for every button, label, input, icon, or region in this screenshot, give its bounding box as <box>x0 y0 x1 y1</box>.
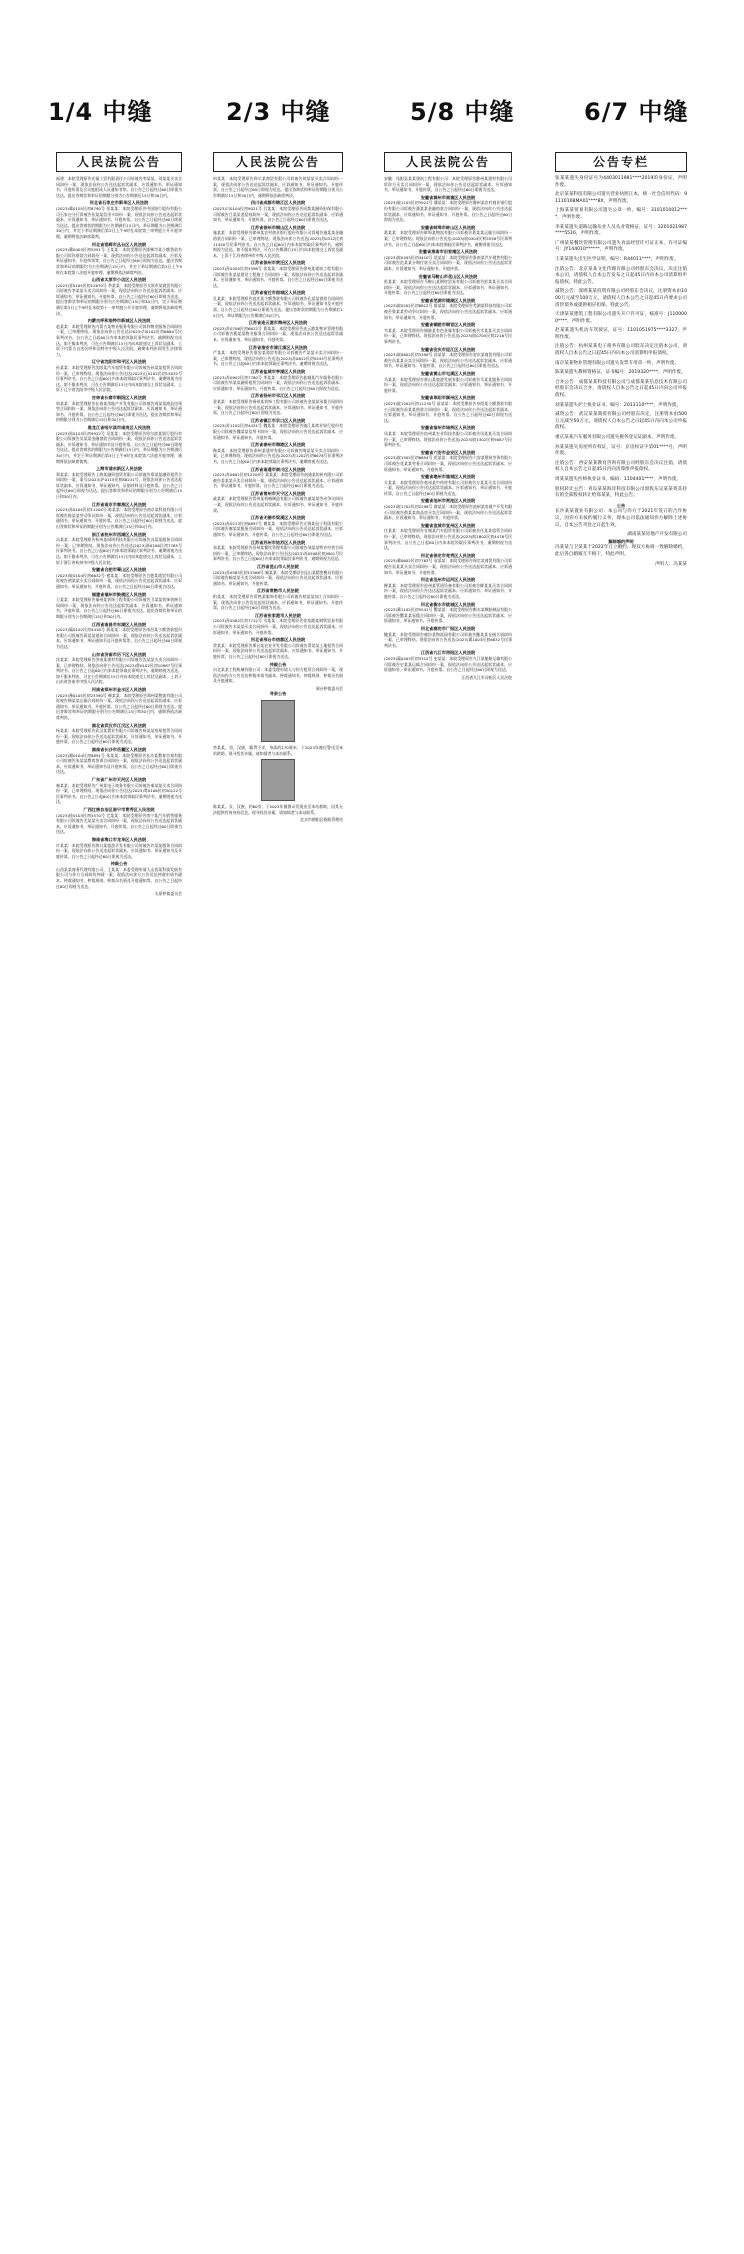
court-heading: 安徽省淮南市田家庵区人民法院 <box>418 249 478 255</box>
court-heading: 安徽省蚌埠市蚌山区人民法院 <box>420 224 476 230</box>
court-heading: 安徽省滁州市南谯区人民法院 <box>420 194 476 200</box>
court-heading: 河北省邯郸市丛台区人民法院 <box>91 241 147 247</box>
notice-item: 冯某某与卫某某于2022年订立婚约，现双方协商一致解除婚约，此后各自婚嫁互不相干，特此声明。 <box>555 545 687 557</box>
notice-text: (2023)苏0104民初11204号 陈某某：本院受理原告南京某科技有限公司诉被告陈某某劳动争议纠纷一案，现依法向你公告送达起诉状副本、应诉通知书、举证通知书、开庭传票。自公告之日起经过60日即视为送达。提出答辩状和举证的期限分别为公告期满后15日和30日内。 <box>56 507 182 530</box>
court-heading: 广东省广州市天河区人民法院 <box>91 776 147 782</box>
notice-text: (2023)冀0105民初8790号 张某某：本院受理原告中国银行股份有限公司石家庄分行诉被告张某某信用卡纠纷一案，现依法向你公告送达起诉状副本、应诉通知书、举证通知书、开庭传票。自公告之日起经过60日即视为送达。提出答辩状的期限为公告期满后15日内，举证期限为公告期满后30日内，并定于举证期满后第3日上午9时在本院第三审判庭公开开庭审理，逾期将依法缺席裁判。 <box>56 205 182 239</box>
court-heading: 安徽省池州市贵池区人民法院 <box>420 498 476 504</box>
notice-item: 北京某某科技有限公司遗失营业执照正本，统一社会信用代码：91110108MA01****8X，声明作废。 <box>555 192 687 204</box>
column-body <box>56 176 182 897</box>
notice-item: 注销公告：西安某某教育咨询有限公司经股东会决议注销，请债权人自本公告之日起45日内向清算组申报债权。 <box>555 460 687 473</box>
column-court-notices-3 <box>384 152 512 2248</box>
notice-text: 马某某：本院受理原告黄山某旅游发展有限公司诉被告马某某服务合同纠纷一案，现依法向你公告送达起诉状副本、应诉通知书、举证通知书、开庭传票。 <box>384 376 512 393</box>
column-court-notices-2 <box>213 152 343 2248</box>
notice-text: (2023)苏0706民初6612号 曹某某：本院受理原告连云港某物业管理有限公司诉被告曹某某物业服务合同纠纷一案，现依法向你公告送达起诉状副本、应诉通知书、举证通知书、开庭传票。 <box>213 325 343 343</box>
notice-item: 周某某遗失医师执业证书，编码：1104401****，声明作废。 <box>555 476 682 482</box>
notice-text: (2023)豫0105民初23390号 韩某某：本院受理原告郑州某物流有限公司诉被告韩某某运输合同纠纷一案，现依法向你公告送达起诉状副本、应诉通知书、举证通知书、开庭传票。自公告之日起经过60日即视为送达。提出答辩状和举证的期限分别为公告期满后15日和30日内，逾期将依法缺席判决。 <box>56 692 182 721</box>
column-title: 人民法院公告 <box>384 152 512 172</box>
notice-text: (2023)苏0305民初3398号 张某某：本院受理原告徐州某建筑工程有限公司诉被告张某某建设工程施工合同纠纷一案，现依法向你公告送达起诉状副本、应诉通知书、举证通知书、开庭传票。自公告之日起经过60日即视为送达。 <box>213 265 343 288</box>
notice-text: (2023)皖0403民初4410号 范某某：本院受理原告淮南某汽车销售有限公司诉被告范某某分期付款买卖合同纠纷一案，现依法向你公告送达起诉状副本、应诉通知书、举证通知书、开庭传票。 <box>384 254 512 271</box>
column-label-1: 1/4 中缝 <box>48 98 153 126</box>
page-header <box>0 92 744 132</box>
notice-item: 刘某某遗失护士执业证书，编号：2013110****，声明作废。 <box>555 402 682 408</box>
missing-person-heading: 寻亲公告 <box>269 691 287 697</box>
court-heading: 山西省太原市小店区人民法院 <box>91 277 147 283</box>
court-heading: 安徽省黄山市屯溪区人民法院 <box>420 371 476 376</box>
court-heading: 江苏省南京市秦淮区人民法院 <box>91 501 147 507</box>
notice-text: 鲍某某：本院受理原告廊坊某物流园有限公司诉被告鲍某某仓储合同纠纷一案，已审理终结。现依法向你公告送达(2023)冀1003民初6632号民事判决书。 <box>384 631 512 648</box>
court-heading: 江苏省连云港市海州区人民法院 <box>248 320 308 326</box>
signature: 北京市朝阳区救助管理站 <box>300 817 343 823</box>
court-heading: 内蒙古呼和浩特市新城区人民法院 <box>87 318 151 324</box>
court-heading: 江苏省苏州市姑苏区人民法院 <box>250 539 306 545</box>
column-label-4: 6/7 中缝 <box>584 98 689 126</box>
notice-text: 严某某：本院受理原告淮安某商贸有限公司诉被告严某某买卖合同纠纷一案，已审理终结。现依法向你公告送达(2023)苏0812民初5543号民事判决书。自公告之日起60日内来本院领取民事判决书，逾期则视为送达。 <box>213 350 343 367</box>
notice-text: (2023)皖1502民初6654号 花某某：本院受理原告六安某建筑劳务有限公司诉被告花某某劳务合同纠纷一案，现依法向你公告送达起诉状副本、应诉通知书、举证通知书、开庭传票。 <box>384 455 512 472</box>
court-heading: 安徽省安庆市迎江区人民法院 <box>420 346 476 352</box>
notice-item: 赵某某遗失机动车驾驶证，证号：1101051975****3327，声明作废。 <box>555 328 687 340</box>
notice-text: (2023)苏0902民初7780号 华某某：本院受理原告盐城某汽车服务有限公司诉被告华某某融资租赁合同纠纷一案，现依法向你公告送达起诉状副本、应诉通知书、举证通知书、开庭传票。自公告之日起经过60日即视为送达。 <box>213 374 343 391</box>
notice-text: 戚某某：本院受理原告常州某机械制造有限公司诉被告戚某某劳动争议纠纷一案，现依法向你公告送达起诉状副本、应诉通知书、举证通知书、开庭传票。 <box>213 496 343 513</box>
court-heading: 江苏省扬州市邗江区人民法院 <box>250 393 306 399</box>
notice-text: 郑某某：本院受理原告上海某融资租赁有限公司诉被告郑某某融资租赁合同纠纷一案，案号(2023)沪0115民初88231号，现依法向你公告送达起诉状副本、应诉通知书、举证通知书、证据材料及开庭传票。自公告之日起经过60日即视为送达。提出答辩状和举证的期限分别为公告期满后15日和30日内。 <box>56 471 182 500</box>
arbitration-heading: 仲裁公告 <box>110 861 128 867</box>
notice-item: 长沙某某置业有限公司：本公司与你方于2021年签订的合作协议，因你方未按约履行义务，现本公司依法通知你方解除上述协议，自本公告刊登之日起生效。 <box>555 509 687 528</box>
notice-text: 冯某某：本院受理原告杭州某网络科技有限公司诉被告冯某某服务合同纠纷一案，已审理终结。现依法向你公告送达(2023)浙0106民初7765号民事判决书。自公告之日起60日内来本院领取民事判决书，逾期则视为送达。如不服本判决，可在公告期满后15日内向本院递交上诉状及副本，上诉于浙江省杭州市中级人民法院。 <box>56 537 182 565</box>
court-heading: 河北省邢台市信都区人民法院 <box>250 637 306 643</box>
notice-item: 合并公告：成都某某科技有限公司与成都某某信息技术有限公司经股东会决议合并，请债权人自本公告之日起45日内向公司申报债权。 <box>555 379 687 399</box>
notice-text: (2023)赣0403民初3315号 史某某：本院受理原告九江某船舶运输有限公司诉被告史某某运输合同纠纷一案，现依法向你公告送达起诉状副本、应诉通知书、举证通知书、开庭传票。自公告之日起经过60日即视为送达。 <box>384 655 512 673</box>
notice-text: (2023)皖1103民初3921号 潘某某：本院受理原告滁州某农村商业银行股份有限公司诉被告潘某某金融借款合同纠纷一案，现依法向你公告送达起诉状副本、应诉通知书、举证通知书、开庭传票。自公告之日起经过60日即视为送达。 <box>384 200 512 223</box>
court-heading: 安徽省阜阳市颍州区人民法院 <box>420 395 476 401</box>
court-heading: 安徽省六安市金安区人民法院 <box>420 449 476 455</box>
notice-text: (2023)苏0213民初8897号 谢某某：本院受理原告无锡某电子科技有限公司诉被告谢某某服务合同纠纷一案，现依法向你公告送达起诉状副本、应诉通知书、举证通知书、开庭传票。自公告之日起经过60日即视为送达。 <box>213 520 343 538</box>
court-heading: 安徽省亳州市谯城区人民法院 <box>420 474 476 480</box>
notice-text: 柳某某：本院受理原告沧州某管道设备有限公司诉被告柳某某买卖合同纠纷一案，现依法向你公告送达起诉状副本、应诉通知书、举证通知书、开庭传票。自公告之日起经过60日即视为送达。 <box>384 582 512 599</box>
notice-item: 李某某遗失道路运输从业人员从业资格证，证号：3201021987****5516，声明作废。 <box>555 224 687 237</box>
missing-person-photo-2 <box>261 759 295 801</box>
notice-text: (2023)湘0104民初8891号 朱某某：本院受理原告长沙某教育咨询有限公司诉被告朱某某教育培训合同纠纷一案，现依法向你公告送达起诉状副本、应诉通知书、举证通知书及开庭传票。自公告之日起经过60日即视为送达。 <box>56 752 182 775</box>
notice-text: (2023)皖0104民初6632号 褚某某：本院受理原告合肥某商贸有限公司诉被告褚某某买卖合同纠纷一案，现依法向你公告送达起诉状副本、应诉通知书、举证通知书、开庭传票。自公告之日起经过60日即视为送达。 <box>56 572 182 589</box>
court-heading: 江西省南昌市东湖区人民法院 <box>91 621 147 627</box>
column-title: 人民法院公告 <box>56 152 182 172</box>
court-heading: 江苏省常熟市人民法院 <box>257 588 299 594</box>
notice-item: 陈某某遗失教师资格证，证书编号：2019320****，声明作废。 <box>555 370 686 376</box>
arbitration-heading: 仲裁公告 <box>269 661 287 667</box>
notice-item: 股权转让公告：青岛某某海洋科技有限公司原股东吴某某将其持有的全部股权转让给郑某某，特此公告。 <box>555 486 687 499</box>
court-heading: 河北省沧州市运河区人民法院 <box>420 577 476 583</box>
notice-text: 彭某某：本院受理原告马鞍山某钢材贸易有限公司诉被告彭某某买卖合同纠纷一案，现依法向你公告送达起诉状副本、应诉通知书、举证通知书、开庭传票。自公告之日起经过60日即视为送达。 <box>384 279 512 296</box>
court-heading: 广西壮族自治区南宁市青秀区人民法院 <box>83 806 155 812</box>
notice-text: (2023)川0104民初9021号 吕某某：本院受理原告成都某融资担保有限公司诉被告吕某某追偿权纠纷一案，现依法向你公告送达起诉状副本、应诉通知书、举证通知书、开庭传票。自公告之日起经过60日即视为送达。 <box>213 205 343 223</box>
notice-text: 柏某某：本院受理原告常熟某服饰有限公司诉被告柏某某加工合同纠纷一案，现依法向你公告送达起诉状副本、应诉通知书、举证通知书、开庭传票。自公告之日起经过60日即视为送达。 <box>213 593 343 611</box>
court-heading: 浙江省杭州市西湖区人民法院 <box>91 531 147 537</box>
notice-text: 许某某：本院受理原告海口某旅游开发有限公司诉被告许某某服务合同纠纷一案，现依法向你公告送达起诉状副本、应诉通知书、举证通知书及开庭传票。自公告之日起经过60日即视为送达。 <box>56 842 182 859</box>
court-heading: 江苏省张家港市人民法院 <box>254 612 302 618</box>
court-heading: 河北省保定市竞秀区人民法院 <box>420 552 476 558</box>
court-heading: 辽宁省沈阳市和平区人民法院 <box>91 359 147 365</box>
court-heading: 河北省衡水市桃城区人民法院 <box>420 601 476 607</box>
court-heading: 黑龙江省哈尔滨市南岗区人民法院 <box>87 424 151 430</box>
court-heading: 江苏省镇江市京口区人民法院 <box>250 417 306 423</box>
notice-text: 方某某：本院受理原告亳州某中药材有限公司诉被告方某某买卖合同纠纷一案，现依法向你公告送达起诉状副本、应诉通知书、举证通知书、开庭传票。自公告之日起经过60日即视为送达。 <box>384 479 512 496</box>
notice-text: (2023)苏0583民初15566号 喻某某：本院受理原告昆山某精密模具有限公司诉被告喻某某买卖合同纠纷一案，现依法向你公告送达起诉状副本、应诉通知书、举证通知书、开庭传票。 <box>213 569 343 586</box>
notice-text: 沈某某：本院受理原告济南某建材有限公司诉被告沈某某买卖合同纠纷一案，已审理终结。现依法向你公告送达(2023)鲁0102民初10987号民事判决书。自公告之日起60日内来本院领取民事判决书，逾期则视为送达。如不服本判决，可在公告期满后15日内向本院递交上诉状及副本，上诉于山东省济南市中级人民法院。 <box>56 657 182 685</box>
court-heading: 海南省海口市龙华区人民法院 <box>91 836 147 842</box>
notice-text: 韦某某：本院受理原告铜陵某有色金属有限公司诉被告韦某某买卖合同纠纷一案，已审理终结。现依法向你公告送达(2023)皖0705民初2216号民事判决书。 <box>384 327 512 345</box>
court-heading: 湖南省长沙市岳麓区人民法院 <box>91 747 147 752</box>
notice-item: 张某某遗失身份证号为4403011981****2019的身份证，声明作废。 <box>555 176 687 188</box>
notice-text: (2023)苏0602民初12209号 姜某某：本院受理原告南通某纺织有限公司诉被告姜某某买卖合同纠纷一案，现依法向你公告送达起诉状副本、应诉通知书、举证通知书、开庭传票。自公告之日起经过60日即视为送达。 <box>213 472 343 489</box>
column-body <box>555 176 687 568</box>
court-heading: 湖北省武汉市江汉区人民法院 <box>91 722 147 728</box>
court-heading: 江苏省昆山市人民法院 <box>257 564 299 569</box>
court-heading: 安徽省铜陵市铜官区人民法院 <box>420 322 476 328</box>
court-heading: 江苏省徐州市贾汪区人民法院 <box>250 260 306 266</box>
notice-item: 上海某某贸易有限公司遗失公章一枚，编号：3101010012****，声明作废。 <box>555 208 687 220</box>
notice-text: 福建：本院受理原告宏福工贸有限责任公司诉被告李某某、刘某某买卖合同纠纷一案，现依法向你公告送达起诉状副本、应诉通知书、举证通知书、开庭传票及合议庭组成人员通知书等。自公告之日起经过60日即视为送达。提出答辩状和举证的期限分别为公告期满后15日和30日内。 <box>56 176 182 198</box>
court-heading: 河北省廊坊市广阳区人民法院 <box>420 625 476 631</box>
notice-text: 何某某：本院受理原告四川某商贸有限公司诉被告何某某买卖合同纠纷一案，现依法向你公告送达起诉状副本、应诉通知书、举证通知书、开庭传票。自公告之日起经过60日即视为送达。提出答辩状和举证的期限分别为公告期满后15日和30日内，逾期将依法缺席判决。 <box>213 176 343 198</box>
column-court-notices-1 <box>56 152 182 2248</box>
court-heading: 江苏省泰州市海陵区人民法院 <box>250 442 306 448</box>
notice-text: 杨某某：本院受理原告武汉某置业有限公司诉被告杨某某房屋租赁合同纠纷一案，现依法向你公告送达起诉状副本、应诉通知书、举证通知书、开庭传票。自公告之日起经过60日即视为送达。 <box>56 728 182 745</box>
notice-text: 任某某：本院受理原告宣城某汽车租赁有限公司诉被告任某某租赁合同纠纷一案，已审理终结。现依法向你公告送达(2023)皖1802民初4476号民事判决书。自公告之日起60日内来本院领取民事判决书，逾期则视为送达。 <box>384 528 512 551</box>
notice-text: (2023)赣0102民初4418号 蒋某某：本院受理原告南昌某小额贷款股份有限公司诉被告蒋某某借款合同纠纷一案，现依法向你公告送达起诉状副本、应诉通知书、举证通知书及开庭传票等。自公告之日起经过60日即视为送达。 <box>56 627 182 649</box>
court-heading: 江苏省宿迁市宿城区人民法院 <box>250 290 306 296</box>
court-heading: 河南省郑州市金水区人民法院 <box>91 687 147 693</box>
notice-text: 窦某某：本院受理原告邢台某农业开发有限公司诉被告窦某某土地租赁合同纠纷一案，现依法向你公告送达起诉状副本、应诉通知书、举证通知书、开庭传票。自公告之日起经过60日即视为送达。 <box>213 642 343 659</box>
signature: 湖南某某房地产开发有限公司 <box>627 532 687 538</box>
notice-item: 王某某遗失出生医学证明，编号：R44011****，声明作废。 <box>555 256 679 262</box>
notice-text: 周某某：本院受理原告长春某房地产开发有限公司诉被告周某某商品房预售合同纠纷一案，现依法向你公告送达起诉状副本、应诉通知书、举证通知书、开庭传票。自公告之日起经过60日即视为送达。提出答辩状和举证的期限分别为公告期满后15日和30日内。 <box>56 400 182 423</box>
court-heading: 江苏省淮安市清江浦区人民法院 <box>248 344 308 350</box>
signature: 邢台仲裁委员会 <box>315 685 343 691</box>
court-heading: 安徽省马鞍山市花山区人民法院 <box>418 273 478 279</box>
court-heading: 安徽省芜湖市镜湖区人民法院 <box>420 297 476 303</box>
court-heading: 山东省济南市历下区人民法院 <box>91 651 147 657</box>
notice-text: (2023)桂0103民初5570号 尤某某：本院受理原告南宁某汽车销售服务有限公司诉被告尤某某买卖合同纠纷一案，现依法向你公告送达起诉状副本、应诉通知书、举证通知书、开庭传票。自公告之日起经过60日即视为送达。 <box>56 812 182 835</box>
notice-text: (2023)黑0103民初9922号 吴某某：本院受理原告哈尔滨某银行股份有限公司诉被告吴某某金融借款合同纠纷一案，现依法向你公告送达起诉状副本、应诉通知书、举证通知书及开庭传票。自公告之日起经过60日即视为送达。提出答辩状的期限为公告期满后15日内，举证期限为公告期满后30日内，并定于举证期满后第3日上午9时在本院第六法庭开庭审理，逾期将依法缺席裁判。 <box>56 430 182 464</box>
notice-text: (2023)晋0105民初12670号 李某某：本院受理原告太原市某商贸有限公司诉被告李某某买卖合同纠纷一案，现依法向你公告送达起诉状副本、应诉通知书、举证通知书、开庭传票。自公告之日起经过60日即视为送达。提出答辩状和举证的期限分别为公告期满后15日和30日内，定于举证期满后第3日上午9时在本院第十一审判庭公开开庭审理，逾期将依法缺席判决。 <box>56 282 182 316</box>
notice-item: 注销公告：北京某某文化传媒有限公司经股东会决议，决定注销本公司，请债权人自本公告发布之日起45日内向本公司清算组申报债权。特此公告。 <box>555 266 687 285</box>
notice-item: 天津某某建筑工程有限公司遗失开户许可证，核准号：J1100000****，声明作废。 <box>555 312 687 324</box>
notice-text: 施某某：本院受理原告徐州某农村商业银行股份有限公司诉被告施某某金融借款合同纠纷一案，已审理终结。现依法向你公告送达(2023)苏0312民初11450号民事判决书。自公告之日起60日内来本院领取民事判决书，逾期则视为送达。如不服本判决，可在公告期满后15日内向本院递交上诉状及副本，上诉于江苏省徐州市中级人民法院。 <box>213 230 343 258</box>
notice-text: 赵某某：本院受理原告内蒙古某物业服务有限公司诉你物业服务合同纠纷一案，已审理终结。现依法向你公告送达(2023)内0102民初6684号民事判决书。自公告之日起60日内来本院领取民事判决书，逾期则视为送达。如不服本判决，可在公告期满后15日内向本院递交上诉状及副本，上诉于内蒙古自治区呼和浩特市中级人民法院。逾期本判决即发生法律效力。 <box>56 323 182 357</box>
column-public-notices <box>555 152 687 2248</box>
column-label-2: 2/3 中缝 <box>226 98 331 126</box>
signature: 声明人：冯某某 <box>654 561 687 567</box>
notice-item: 减资公告：武汉某某商贸有限公司经股东决定，注册资本由500万元减至50万元，请债权人自本公告之日起45日内向本公司申报债权。 <box>555 412 687 431</box>
signature: 江西省九江市浔阳区人民法院 <box>461 674 512 680</box>
court-heading: 河北省石家庄市新华区人民法院 <box>89 200 149 206</box>
notice-heading: 解除婚约声明 <box>608 538 634 544</box>
notice-text: 卫某某：本院受理原告福州某装饰工程有限公司诉被告卫某某装饰装修合同纠纷一案，现依法向你公告送达起诉状副本、应诉通知书、举证通知书、开庭传票。自公告之日起经过60日即视为送达。提出答辩状和举证的期限分别为公告期满后15日和30日内。 <box>56 597 182 619</box>
notice-text: 孔某某：本院受理原告宿迁某小额贷款有限公司诉被告孔某某借款合同纠纷一案，现依法向你公告送达起诉状副本、应诉通知书、举证通知书及开庭传票。自公告之日起经过60日即视为送达。提出答辩状的期限为公告期满后15日内，举证期限为公告期满后30日内。 <box>213 295 343 318</box>
notice-text: 山西某某商务代理有限公司、王某某：本委受理申请人山西某科技发展有限公司与你方合同纠纷仲裁一案，现依法向你方公告送达仲裁申请书副本、仲裁通知书、仲裁规则、仲裁员名册及开庭通知等。自公告之日起经过60日即视为送达。 <box>56 866 182 889</box>
court-heading: 上海市浦东新区人民法院 <box>95 466 143 472</box>
notice-text: (2023)苏0582民初7712号 水某某：本院受理原告张家港某钢铁贸易有限公司诉被告水某某买卖合同纠纷一案，现依法向你公告送达起诉状副本、应诉通知书、举证通知书、开庭传票。 <box>213 618 343 635</box>
notice-text: (2023)皖1702民初2298号 俞某某：本院受理原告池州某房地产开发有限公司诉被告俞某某商品房买卖合同纠纷一案，现依法向你公告送达起诉状副本、应诉通知书、举证通知书、开庭传票。 <box>384 504 512 521</box>
notice-text: 邹某某：本院受理原告苏州某餐饮管理有限公司诉被告邹某某特许经营合同纠纷一案，已审理终结。现依法向你公告送达(2023)苏0508民初9901号民事判决书。自公告之日起60日内来本院领取民事判决书，逾期则视为送达。 <box>213 545 343 562</box>
court-heading: 江苏省南通市崇川区人民法院 <box>250 466 306 472</box>
notice-text: (2023)皖1202民初11235号 苗某某：本院受理原告阜阳某小额贷款有限公司诉被告苗某某借款合同纠纷一案，现依法向你公告送达起诉状副本、应诉通知书、举证通知书、开庭传票。自公告之日起经过60日即视为送达。 <box>384 400 512 423</box>
signature: 太原仲裁委员会 <box>154 891 182 897</box>
notice-item: 重庆某某汽车服务有限公司遗失税务登记证副本，声明作废。 <box>555 435 680 440</box>
notice-text: (2023)冀0602民初7763号 袁某某：本院受理原告保定某商贸有限公司诉被告袁某某买卖合同纠纷一案，现依法向你公告送达起诉状副本、应诉通知书、举证通知书、开庭传票。 <box>384 558 512 575</box>
column-label-3: 5/8 中缝 <box>410 98 515 126</box>
column-body <box>213 176 343 823</box>
court-heading: 吉林省长春市朝阳区人民法院 <box>91 394 147 400</box>
notice-text: 陶某某：本院受理原告泰州某建材有限公司诉被告陶某某买卖合同纠纷一案，已审理终结。现依法向你公告送达(2023)苏1202民初6678号民事判决书。自公告之日起60日内来本院领取民事判决书，逾期则视为送达。 <box>213 447 343 464</box>
court-heading: 安徽省宣城市宣州区人民法院 <box>420 522 476 528</box>
notice-item: 孙某某遗失房屋所有权证，证号：京房权证字第01****号，声明作废。 <box>555 444 687 457</box>
notice-item: 减资公告：深圳某某投资有限公司经股东会决议，注册资本由1000万元减至100万元，请债权人自本公告之日起45日内要求公司清偿债务或提供相应担保。特此公告。 <box>555 289 687 308</box>
court-heading: 福建省福州市鼓楼区人民法院 <box>91 591 147 597</box>
notice-text: (2023)皖0202民初8812号 鲁某某：本院受理原告芜湖某科技有限公司诉被告鲁某某劳动争议纠纷一案，现依法向你公告送达起诉状副本、应诉通知书、举证通知书、开庭传票。 <box>384 303 512 320</box>
column-title: 公告专栏 <box>555 152 687 172</box>
notice-text: 葛某某：本院受理原告蚌埠某物流有限公司诉被告葛某某运输合同纠纷一案，已审理终结。现依法向你公告送达(2023)皖0303民初5538号民事判决书。自公告之日起60日内来本院领取民事判决书，逾期则视为送达。 <box>384 230 512 247</box>
court-heading: 安徽省宿州市埇桥区人民法院 <box>420 425 476 431</box>
court-heading: 四川省成都市锦江区人民法院 <box>250 200 306 206</box>
notice-item: 广州某某餐饮管理有限公司遗失食品经营许可证正本，许可证编号：JY144010******，声明作废。 <box>555 240 687 253</box>
notice-text: 金某某：本院受理原告扬州某装饰工程有限公司诉被告金某某承揽合同纠纷一案，现依法向你公告送达起诉状副本、应诉通知书、举证通知书、开庭传票。自公告之日起经过60日即视为送达。 <box>213 398 343 416</box>
notice-text: (2023)冀0403民初5591号 王某某：本院受理原告邯郸市某小额贷款有限公司诉你借款合同纠纷一案，现依法向你公告送达起诉状副本、应诉及举证通知书、开庭传票等。自公告之日起经过60日即视为送达。提出答辩状和举证的期限均为公告期满后15日内。并定于举证期满后第3日上午9时在本院第八法庭开庭审理，逾期将依法缺席判决。 <box>56 247 182 275</box>
notice-text: 陈某某，女，汉族，约60岁，于2023年被群众发现送至本站救助，因其无法提供有效身份信息，现寻找其亲属，请知情者与本站联系。 <box>213 804 343 815</box>
missing-person-photo-1 <box>261 700 295 742</box>
court-heading: 江苏省常州市天宁区人民法院 <box>250 490 306 496</box>
court-heading: 江苏省盐城市亭湖区人民法院 <box>250 369 306 374</box>
column-body <box>384 176 512 680</box>
notice-text: 李某某，男，汉族，籍贯不详，身高约170厘米，于2023年被民警送至本站救助，现寻找其亲属，请知情者与本站联系。 <box>213 745 343 756</box>
notice-text: 秦某某：本院受理原告广州某电子商务有限公司诉被告秦某某买卖合同纠纷一案，已审理终结。现依法向你公告送达(2023)粤0106民初30122号民事判决书。自公告之日起60日内来本院领取民事判决书，逾期则视为送达。 <box>56 782 182 805</box>
court-heading: 江苏省无锡市梁溪区人民法院 <box>250 515 306 521</box>
notice-text: 安徽：凤阳县某某建筑工程有限公司：本院受理原告滁州某建材有限公司诉你方买卖合同纠纷一案，现依法向你公告送达起诉状副本、应诉通知书、举证通知书、开庭传票。自公告之日起经过60日即视为送达。 <box>384 176 512 193</box>
notice-item: 南京某某物业管理有限公司遗失发票专用章一枚，声明作废。 <box>555 360 680 366</box>
notice-text: 孙某某：本院受理原告沈阳某汽车租赁有限公司诉被告孙某某租赁合同纠纷一案，已审理终结。现依法向你公告送达(2023)辽0102民初15032号民事判决书。自公告之日起60日内来本院领取民事判决书，逾期则视为送达。如不服本判决，可在公告期满后15日内向本院递交上诉状及副本，上诉于辽宁省沈阳市中级人民法院。 <box>56 365 182 393</box>
notice-text: 凤某某：本院受理原告宿州某农业科技有限公司诉被告凤某某买卖合同纠纷一案，已审理终结。现依法向你公告送达(2023)皖1302民初9087号民事判决书。 <box>384 430 512 448</box>
notice-heading: 公告 <box>616 502 626 508</box>
court-heading: 江苏省徐州市铜山区人民法院 <box>250 224 306 230</box>
notice-item: 注销公告：杭州某某电子商务有限公司股东决定注销本公司，请债权人自本公告之日起45日内向本公司清算组申报债权。 <box>555 344 687 357</box>
column-title: 人民法院公告 <box>213 152 343 172</box>
notice-text: (2023)冀1102民初5541号 酆某某：本院受理原告衡水某橡胶制品有限公司诉被告酆某某承揽合同纠纷一案，现依法向你公告送达起诉状副本、应诉通知书、举证通知书、开庭传票。 <box>384 607 512 624</box>
notice-text: (2023)苏1102民初4431号 魏某某：本院受理原告镇江某商业银行股份有限公司诉被告魏某某信用卡纠纷一案，现依法向你公告送达起诉状副本、应诉通知书、举证通知书、开庭传票。 <box>213 423 343 440</box>
court-heading: 江西省九江市浔阳区人民法院 <box>420 650 476 656</box>
notice-text: (2023)皖0802民初3390号 昌某某：本院受理原告安庆某商贸有限公司诉被告昌某某买卖合同纠纷一案，现依法向你公告送达起诉状副本、应诉通知书、举证通知书、开庭传票。自公告之日起经过60日即视为送达。 <box>384 352 512 369</box>
court-heading: 安徽省合肥市蜀山区人民法院 <box>91 567 147 573</box>
notice-text: 河北某某工程机械有限公司：本委受理申请人与你方租赁合同纠纷一案，现依法向你方公告送达仲裁申请书副本、仲裁通知书、仲裁规则、仲裁员名册及开庭通知。 <box>213 667 343 684</box>
